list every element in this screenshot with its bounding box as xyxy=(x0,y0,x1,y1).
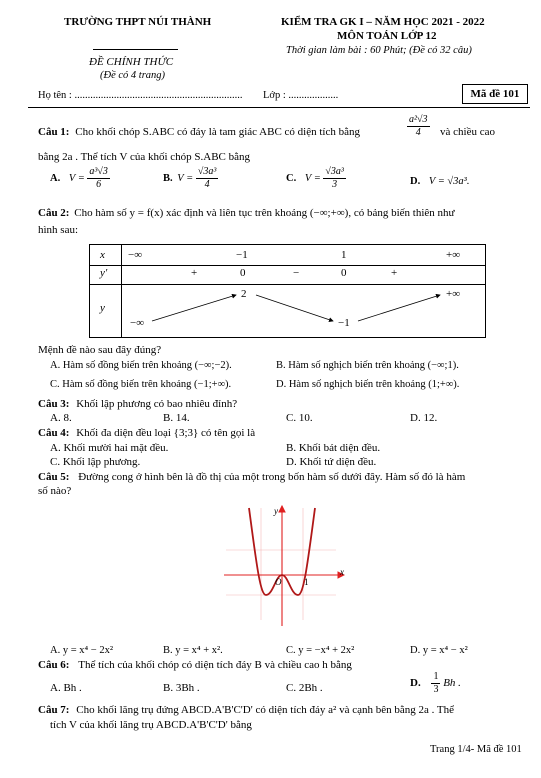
q5-x-label: x xyxy=(340,567,344,577)
q2-option-a[interactable]: A. Hàm số đồng biến trên khoảng (−∞;−2). xyxy=(50,360,232,371)
q5-text-line2: số nào? xyxy=(38,485,72,497)
q4-option-d[interactable]: D. Khối tứ diện đều. xyxy=(286,456,377,468)
q1-text-tail: và chiều cao xyxy=(440,126,495,138)
header-rule xyxy=(93,49,178,50)
page-count-note: (Đề có 4 trang) xyxy=(100,70,166,81)
q5-y-label: y xyxy=(274,506,278,516)
header-separator xyxy=(28,107,530,108)
q5-option-a[interactable]: A. y = x⁴ − 2x² xyxy=(50,645,113,656)
vt-y-min: −1 xyxy=(338,317,350,329)
vt-sign-zero-1: 0 xyxy=(240,267,246,279)
vt-arrow-up-1 xyxy=(152,295,236,321)
q4-option-b[interactable]: B. Khối bát diện đều. xyxy=(286,442,381,454)
vt-arrow-down xyxy=(256,295,333,321)
official-label: ĐỀ CHÍNH THỨC xyxy=(89,56,174,68)
vt-sign-minus: − xyxy=(293,267,300,279)
q6-option-b[interactable]: B. 3Bh . xyxy=(163,682,200,694)
vt-sign-plus-2: + xyxy=(391,267,398,279)
vt-arrow-up-2 xyxy=(358,295,440,321)
vt-arrows xyxy=(90,245,485,337)
duration-text: Thời gian làm bài : 60 Phút; (Đề có 32 câu) xyxy=(286,45,472,56)
q5-option-d[interactable]: D. y = x⁴ − x² xyxy=(410,645,468,656)
q2-option-d[interactable]: D. Hàm số nghịch biến trên khoảng (1;+∞). xyxy=(276,379,460,390)
vt-sign-plus-1: + xyxy=(191,267,198,279)
q5-option-b[interactable]: B. y = x⁴ + x². xyxy=(163,645,223,656)
q5-graph xyxy=(216,500,348,630)
vt-yp-label: y' xyxy=(100,267,108,279)
question-1: Câu 1: Cho khối chóp S.ABC có đáy là tam giác ABC có diện tích bằng xyxy=(38,126,360,138)
vt-y-neg-inf: −∞ xyxy=(130,317,145,329)
name-field-label: Họ tên : ................................................................ xyxy=(38,90,243,101)
vt-x-neg-inf: −∞ xyxy=(128,249,143,261)
question-5: Câu 5: Đường cong ở hình bên là đồ thị của một trong bốn hàm số dưới đây. Hàm số đó là hàm xyxy=(38,471,466,483)
q2-text-line2: hình sau: xyxy=(38,224,79,236)
q2-question: Mệnh đề nào sau đây đúng? xyxy=(38,344,162,356)
q1-area-fraction: $\frac{\text{a²√3}}{4}$ xyxy=(409,114,428,138)
q6-option-d[interactable]: D. $\frac{1}{3}$ Bh . xyxy=(410,671,461,695)
q1-option-b[interactable]: B. V = $\frac{\text{√3a³}}{4}$ xyxy=(163,166,217,190)
q6-option-c[interactable]: C. 2Bh . xyxy=(286,682,323,694)
q3-option-b[interactable]: B. 14. xyxy=(163,412,190,424)
question-4: Câu 4: Khối đa diện đều loại {3;3} có tên gọi là xyxy=(38,427,256,439)
vt-x-one: 1 xyxy=(341,249,347,261)
q1-text-line2: bằng 2a . Thể tích V của khối chóp S.ABC bằng xyxy=(38,151,251,163)
school-name: TRƯỜNG THPT NÚI THÀNH xyxy=(64,16,212,28)
question-6: Câu 6: Thể tích của khối chóp có diện tích đáy B và chiều cao h bằng xyxy=(38,659,352,671)
subject-title: MÔN TOÁN LỚP 12 xyxy=(337,30,437,42)
q6-option-a[interactable]: A. Bh . xyxy=(50,682,82,694)
q1-option-c[interactable]: C. V = $\frac{\text{√3a³}}{3}$ xyxy=(286,166,344,190)
vt-y-pos-inf: +∞ xyxy=(446,288,461,300)
q3-option-d[interactable]: D. 12. xyxy=(410,412,438,424)
vt-x-label: x xyxy=(100,249,105,261)
q4-option-c[interactable]: C. Khối lập phương. xyxy=(50,456,141,468)
q1-option-a[interactable]: A. V = $\frac{\text{a³√3}}{6}$ xyxy=(50,166,108,190)
q5-option-c[interactable]: C. y = −x⁴ + 2x² xyxy=(286,645,355,656)
q7-text-line2: tích V của khối lăng trụ ABCD.A'B'C'D' bằng xyxy=(50,719,252,731)
q3-option-c[interactable]: C. 10. xyxy=(286,412,313,424)
page-footer: Trang 1/4- Mã đề 101 xyxy=(430,744,522,755)
question-3: Câu 3: Khối lập phương có bao nhiêu đỉnh? xyxy=(38,398,238,410)
vt-x-neg-one: −1 xyxy=(236,249,248,261)
question-7: Câu 7: Cho khối lăng trụ đứng ABCD.A'B'C'D' có diện tích đáy a² và cạnh bên bằng 2a . Thể xyxy=(38,704,455,716)
q2-option-c[interactable]: C. Hàm số đồng biến trên khoảng (−1;+∞). xyxy=(50,379,232,390)
q1-option-d[interactable]: D. V = √3a³. xyxy=(410,176,470,187)
question-2: Câu 2: Cho hàm số y = f(x) xác định và liên tục trên khoảng (−∞;+∞), có bảng biến thiên như xyxy=(38,207,455,219)
q4-option-a[interactable]: A. Khối mười hai mặt đều. xyxy=(50,442,169,454)
vt-sign-zero-2: 0 xyxy=(341,267,347,279)
variation-table xyxy=(89,244,486,338)
vt-x-pos-inf: +∞ xyxy=(446,249,461,261)
vt-y-label: y xyxy=(100,302,105,314)
q5-origin-label: O xyxy=(275,577,282,587)
q2-option-b[interactable]: B. Hàm số nghịch biến trên khoảng (−∞;1). xyxy=(276,360,459,371)
exam-title: KIỂM TRA GK I – NĂM HỌC 2021 - 2022 xyxy=(281,16,485,28)
q5-grid xyxy=(226,508,336,620)
vt-y-max: 2 xyxy=(241,288,247,300)
q5-one-label: 1 xyxy=(304,577,309,587)
exam-code-box: Mã đề 101 xyxy=(462,84,528,104)
class-field-label: Lớp : ................... xyxy=(263,90,339,101)
q3-option-a[interactable]: A. 8. xyxy=(50,412,72,424)
